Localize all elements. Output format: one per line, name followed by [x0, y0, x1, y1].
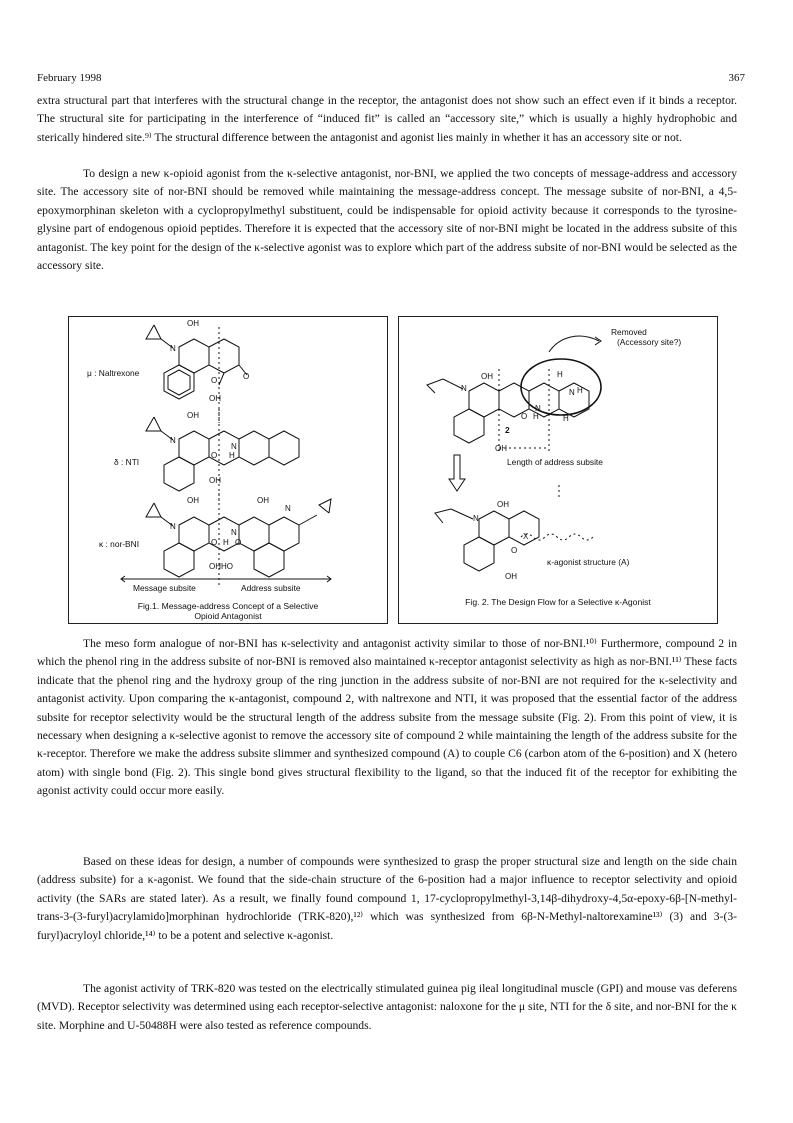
paragraph-1: extra structural part that interferes with the structural change in the receptor, the antagonist does not show such an effect even if it binds a receptor. The structural site for participating in the interference of “induced fit” is called an “accessory site,” which is usually a highly hydrophobic and sterically hindered site.⁹⁾ The structural difference between the antagonist and agonist lies mainly in whether it has an accessory site or not.	[37, 94, 737, 144]
label-compound-2: 2	[505, 425, 510, 435]
compound-2-n-left-label: N	[461, 384, 467, 393]
figure-2-drawing	[399, 317, 717, 623]
norbni-ether-o-left-label: O	[211, 538, 218, 547]
compound-2-amide-h-label: H	[533, 412, 539, 421]
norbni-ho-bottom-label: HO	[221, 562, 233, 571]
compound-2-oh-top-label: OH	[481, 372, 493, 381]
compound-2-ether-o-label: O	[521, 412, 528, 421]
nti-indole-n-label: N	[231, 442, 237, 451]
naltrexone-ketone-o-label: O	[243, 372, 250, 381]
paragraph-3: The meso form analogue of nor-BNI has κ-selectivity and antagonist activity similar to those of nor-BNI.¹⁰⁾ Furthermore, compound 2 in which the phenol ring in the address subsite of nor-BNI is removed also maintained κ-receptor antagonist selectivity as high as nor-BNI.¹¹⁾ These facts indicate that the phenol ring and the hydroxy group of the ring junction in the address subsite of nor-BNI are not required for the κ-selectivity and antagonist activity. Upon comparing the κ-antagonist, compound 2, with naltrexone and NTI, it was proposed that the essential factor of the address subsite for receptor selectivity would be the structural length of the address subsite from the message subsite (Fig. 2). From this point of view, it is necessary when designing a κ-selective agonist to remove the accessory site of compound 2 while maintaining the length of the address subsite for the κ-receptor. Therefore we make the address subsite slimmer and synthesized compound (A) to couple C6 (carbon atom of the 6-position) and X (hetero atom) with single bond (Fig. 2). This single bond gives structural flexibility to the ligand, so that the induced fit of the receptor for exhibiting the agonist activity could occur more easily.	[37, 637, 737, 798]
label-removed	[611, 327, 681, 347]
compound-2-n-right-label: N	[569, 388, 575, 397]
running-header-date: February 1998	[37, 72, 102, 84]
paragraph-5: The agonist activity of TRK-820 was tested on the electrically stimulated guinea pig ileal longitudinal muscle (GPI) and mouse vas deferens (MVD). Receptor selectivity was determined using each receptor-selective antagonist: naloxone for the μ site, NTI for the δ site, and nor-BNI for the κ site. Morphine and U-50488H were also tested as reference compounds.	[37, 982, 737, 1032]
figure-1-drawing	[69, 317, 387, 623]
agonist-x-label: X	[523, 532, 529, 541]
naltrexone-oh-top-label: OH	[187, 319, 199, 328]
nti-oh-top-label: OH	[187, 411, 199, 420]
label-nti: δ : NTI	[114, 457, 140, 467]
compound-2-h-right-label: H	[577, 386, 583, 395]
compound-2-oh-bottom-label: OH	[495, 444, 507, 453]
label-kappa-agonist-structure: κ-agonist structure (A)	[547, 557, 630, 567]
norbni-n-right-label: N	[285, 504, 291, 513]
nti-oh-bottom-label: OH	[209, 476, 221, 485]
compound-2-h-top-label: H	[557, 370, 563, 379]
norbni-pyrrole-n-label: N	[231, 528, 237, 537]
label-naltrexone: μ : Naltrexone	[87, 368, 140, 378]
paragraph-4: Based on these ideas for design, a number of compounds were synthesized to grasp the proper structural size and length on the side chain (address subsite) for a κ-agonist. We found that the side-chain structure of the 6-position had a major influence to receptor selectivity and opioid activity (the SARs are stated later). As a result, we finally found compound 1, 17-cyclopropylmethyl-3,14β-dihydroxy-4,5α-epoxy-6β-[N-methyl-trans-3-(3-furyl)acrylamido]morphinan hydrochloride (TRK-820),¹²⁾ which was synthesized from 6β-N-Methyl-naltorexamine¹³⁾ (3) and 3-(3-furyl)acryloyl chloride,¹⁴⁾ to be a potent and selective κ-agonist.	[37, 855, 737, 942]
nti-n-label: N	[170, 436, 176, 445]
label-address-subsite: Address subsite	[241, 583, 301, 593]
label-nor-bni: κ : nor-BNI	[99, 539, 140, 549]
compound-2-amide-n-label: N	[535, 404, 541, 413]
naltrexone-ether-o-label: O	[211, 376, 218, 385]
agonist-n-label: N	[473, 514, 479, 523]
paragraph-2: To design a new κ-opioid agonist from the κ-selective antagonist, nor-BNI, we applied the two concepts of message-address and accessory site. The accessory site of nor-BNI should be removed while maintaining the message-address concept. The message subsite of nor-BNI, a 4,5-epoxymorphinan skeleton with a cyclopropylmethyl substituent, could be indispensable for opioid activity because it corresponds to the tyrosine-glysine part of endogenous opioid peptides. Therefore it is expected that the accessory site of nor-BNI might be located in the address subsite of this antagonist. The key point for the design of the κ-selective agonist was to explore which part of the address subsite of nor-BNI would be selected as the accessory site.	[37, 167, 737, 273]
norbni-oh-bottom-label: OH	[209, 562, 221, 571]
norbni-oh-right-label: OH	[257, 496, 269, 505]
agonist-oh-bottom-label: OH	[505, 572, 517, 581]
norbni-oh-left-label: OH	[187, 496, 199, 505]
figure-2	[398, 316, 718, 624]
norbni-n-left-label: N	[170, 522, 176, 531]
page-number: 367	[728, 72, 745, 84]
figure-1-caption-line-2: Opioid Antagonist	[194, 611, 262, 621]
agonist-oh-top-label: OH	[497, 500, 509, 509]
label-removed-text: Removed	[611, 327, 647, 337]
naltrexone-n-label: N	[170, 344, 176, 353]
nti-ether-o-label: O	[211, 451, 218, 460]
figure-1-caption	[69, 601, 387, 621]
label-accessory-site: (Accessory site?)	[617, 337, 682, 347]
norbni-pyrrole-h-label: H	[223, 538, 229, 547]
label-message-subsite: Message subsite	[133, 583, 196, 593]
figure-1-caption-line-1: Fig.1. Message-address Concept of a Selective	[137, 601, 319, 611]
compound-2-h-bottom-label: H	[563, 414, 569, 423]
norbni-ether-o-right-label: O	[235, 538, 242, 547]
nti-indole-h-label: H	[229, 451, 235, 460]
figure-2-caption: Fig. 2. The Design Flow for a Selective κ-Agonist	[465, 597, 651, 607]
figure-1	[68, 316, 388, 624]
naltrexone-oh-bottom-label: OH	[209, 394, 221, 403]
agonist-ether-o-label: O	[511, 546, 518, 555]
label-length-of-address-subsite: Length of address subsite	[507, 457, 603, 467]
